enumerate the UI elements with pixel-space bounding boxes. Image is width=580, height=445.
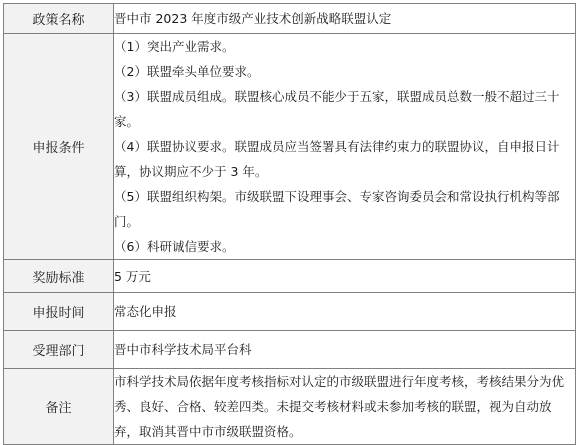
- row-department: [4, 331, 576, 369]
- remarks-value: [114, 369, 576, 445]
- condition-item: （3）联盟成员组成。联盟核心成员不能少于五家，联盟成员总数一般不超过三十家。: [114, 89, 560, 129]
- policy-name-value: 晋中市 2023 年度市级产业技术创新战略联盟认定: [114, 4, 576, 34]
- department-value: 晋中市科学技术局平台科: [114, 331, 576, 369]
- condition-item: （2）联盟牵头单位要求。: [114, 64, 260, 79]
- reward-label: 奖励标准: [4, 260, 114, 293]
- apply-time-value: 常态化申报: [114, 293, 576, 331]
- remarks-label: 备注: [4, 369, 114, 445]
- row-reward: [4, 260, 576, 293]
- condition-item: （1）突出产业需求。: [114, 39, 235, 54]
- condition-item: （4）联盟协议要求。联盟成员应当签署具有法律约束力的联盟协议，自申报日计算，协议期应不少于 3 年。: [114, 139, 560, 179]
- department-label: 受理部门: [4, 331, 114, 369]
- row-remarks: [4, 369, 576, 445]
- condition-item: （6）科研诚信要求。: [114, 239, 235, 254]
- policy-table: [3, 3, 576, 445]
- apply-time-label: 申报时间: [4, 293, 114, 331]
- conditions-label: 申报条件: [4, 34, 114, 260]
- row-policy-name: [4, 4, 576, 34]
- remarks-text: 市科学技术局依据年度考核指标对认定的市级联盟进行年度考核，考核结果分为优秀、良好、合格、较差四类。未提交考核材料或未参加考核的联盟，视为自动放弃，取消其晋中市市级联盟资格。: [114, 374, 565, 439]
- row-apply-time: [4, 293, 576, 331]
- reward-value: 5 万元: [114, 260, 576, 293]
- policy-name-label: 政策名称: [4, 4, 114, 34]
- conditions-value: [114, 34, 576, 260]
- condition-item: （5）联盟组织构架。市级联盟下设理事会、专家咨询委员会和常设执行机构等部门。: [114, 189, 560, 229]
- row-conditions: [4, 34, 576, 260]
